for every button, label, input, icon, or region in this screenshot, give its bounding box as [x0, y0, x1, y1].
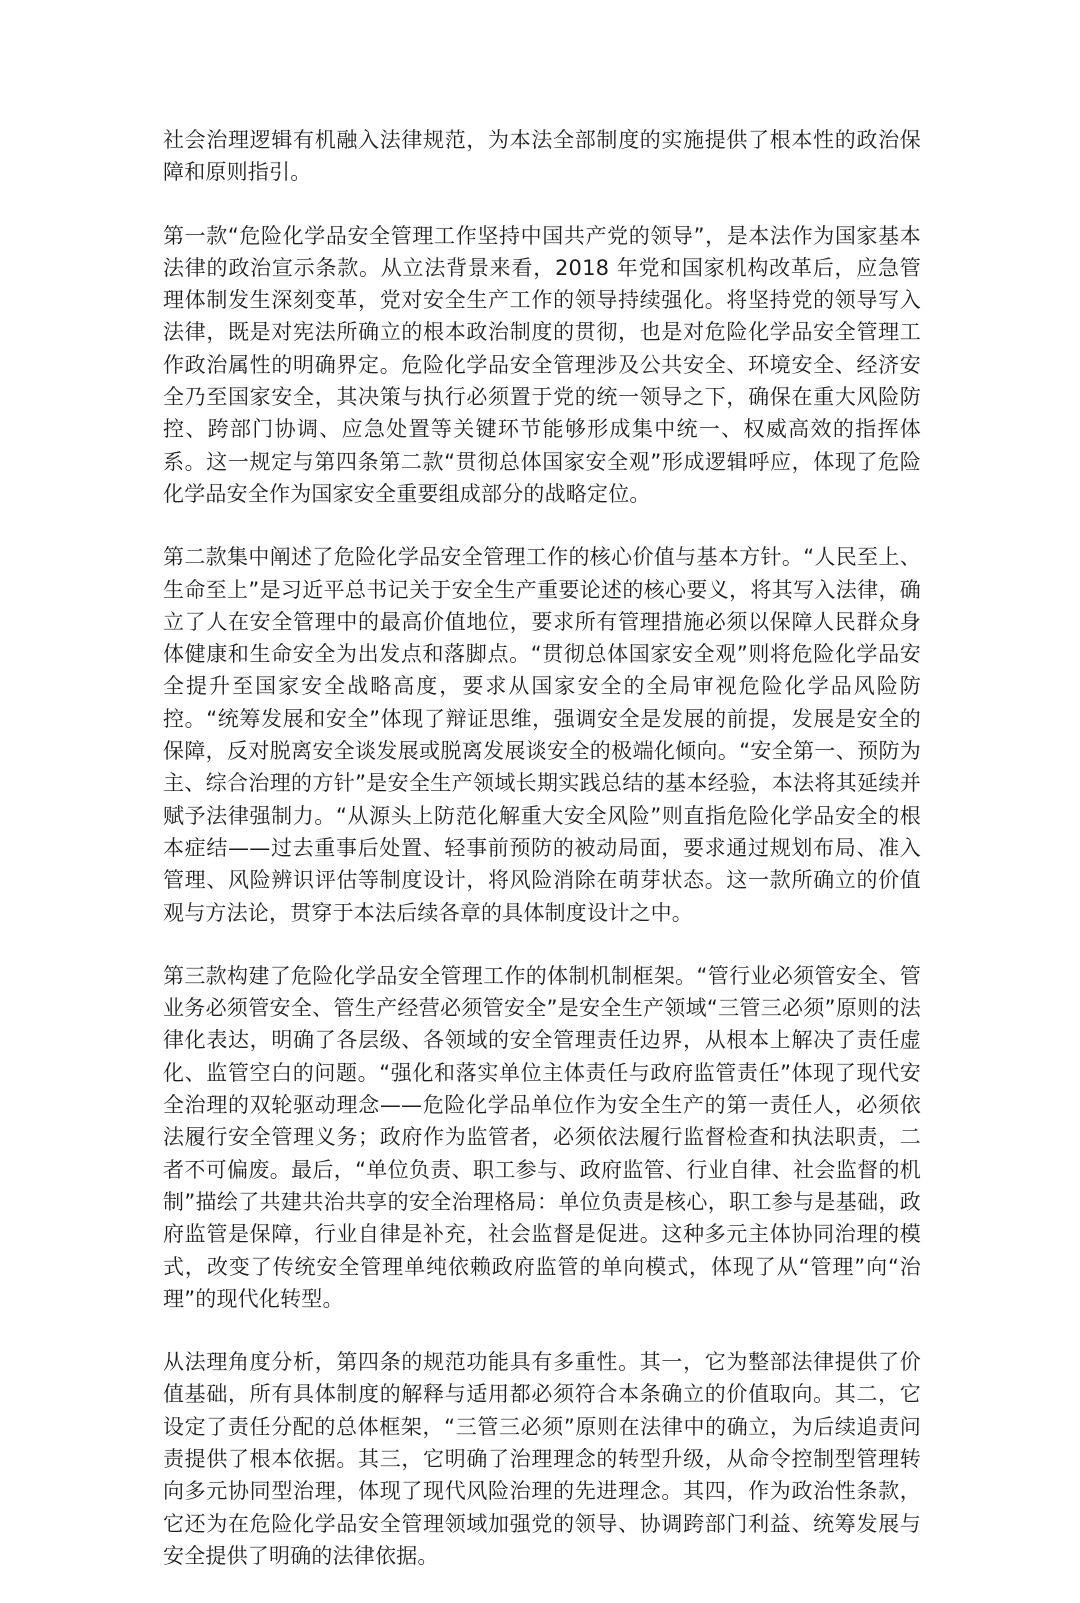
paragraph-clause-1: 第一款“危险化学品安全管理工作坚持中国共产党的领导”，是本法作为国家基本法律的政治宣示条款。从立法背景来看，2018 年党和国家机构改革后，应急管理体制发生深刻变革，党对安全生产工作的领导持续强化。将坚持党的领导写入法律，既是对宪法所确立的根本政治制度的贯彻，也是对危险化学品安全管理工作政治属性的明确界定。危险化学品安全管理涉及公共安全、环境安全、经济安全乃至国家安全，其决策与执行必须置于党的统一领导之下，确保在重大风险防控、跨部门协调、应急处置等关键环节能够形成集中统一、权威高效的指挥体系。这一规定与第四条第二款“贯彻总体国家安全观”形成逻辑呼应，体现了危险化学品安全作为国家安全重要组成部分的战略定位。: [163, 223, 921, 506]
paragraph-clause-3: 第三款构建了危险化学品安全管理工作的体制机制框架。“管行业必须管安全、管业务必须管安全、管生产经营必须管安全”是安全生产领域“三管三必须”原则的法律化表达，明确了各层级、各领域的安全管理责任边界，从根本上解决了责任虚化、监管空白的问题。“强化和落实单位主体责任与政府监管责任”体现了现代安全治理的双轮驱动理念——危险化学品单位作为安全生产的第一责任人，必须依法履行安全管理义务；政府作为监管者，必须依法履行监督检查和执法职责，二者不可偏废。最后，“单位负责、职工参与、政府监管、行业自律、社会监督的机制”描绘了共建共治共享的安全治理格局：单位负责是核心，职工参与是基础，政府监管是保障，行业自律是补充，社会监督是促进。这种多元主体协同治理的模式，改变了传统安全管理单纯依赖政府监管的单向模式，体现了从“管理”向“治理”的现代化转型。: [163, 963, 921, 1311]
paragraph-analysis: 从法理角度分析，第四条的规范功能具有多重性。其一，它为整部法律提供了价值基础，所有具体制度的解释与适用都必须符合本条确立的价值取向。其二，它设定了责任分配的总体框架，“三管三必须”原则在法律中的确立，为后续追责问责提供了根本依据。其三，它明确了治理理念的转型升级，从命令控制型管理转向多元协同型治理，体现了现代风险治理的先进理念。其四，作为政治性条款，它还为在危险化学品安全管理领域加强党的领导、协调跨部门利益、统筹发展与安全提供了明确的法律依据。: [163, 1350, 921, 1568]
document-body: [163, 124, 921, 1603]
paragraph-clause-2: 第二款集中阐述了危险化学品安全管理工作的核心价值与基本方针。“人民至上、生命至上”是习近平总书记关于安全生产重要论述的核心要义，将其写入法律，确立了人在安全管理中的最高价值地位，要求所有管理措施必须以保障人民群众身体健康和生命安全为出发点和落脚点。“贯彻总体国家安全观”则将危险化学品安全提升至国家安全战略高度，要求从国家安全的全局审视危险化学品风险防控。“统筹发展和安全”体现了辩证思维，强调安全是发展的前提，发展是安全的保障，反对脱离安全谈发展或脱离发展谈安全的极端化倾向。“安全第一、预防为主、综合治理的方针”是安全生产领域长期实践总结的基本经验，本法将其延续并赋予法律强制力。“从源头上防范化解重大安全风险”则直指危险化学品安全的根本症结——过去重事后处置、轻事前预防的被动局面，要求通过规划布局、准入管理、风险辨识评估等制度设计，将风险消除在萌芽状态。这一款所确立的价值观与方法论，贯穿于本法后续各章的具体制度设计之中。: [163, 545, 921, 925]
paragraph-intro: 社会治理逻辑有机融入法律规范，为本法全部制度的实施提供了根本性的政治保障和原则指引。: [163, 128, 921, 185]
